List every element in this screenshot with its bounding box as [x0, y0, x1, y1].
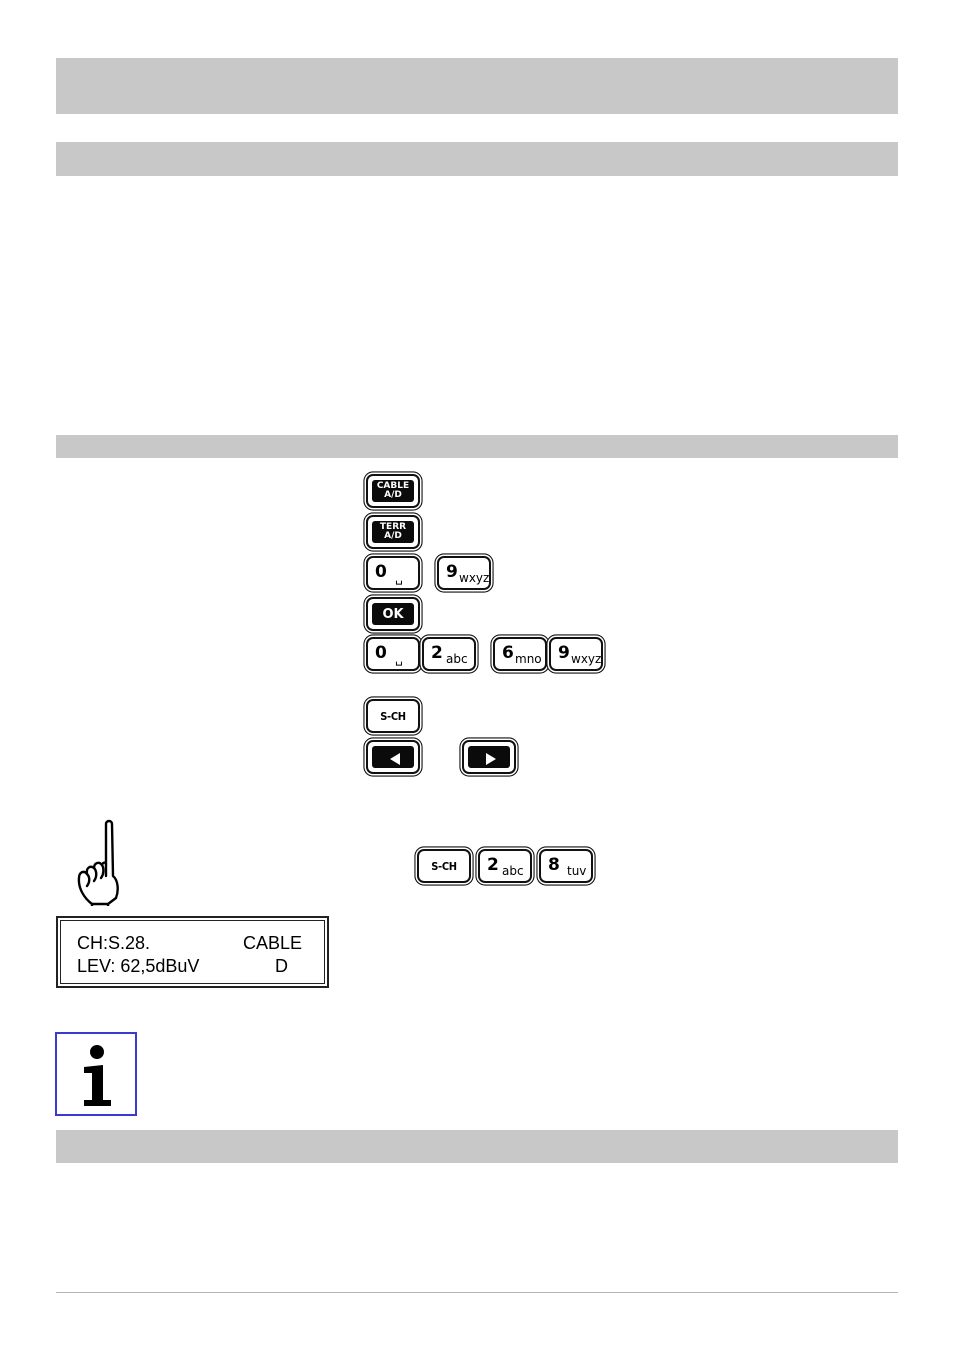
ok-key[interactable]: [366, 597, 420, 631]
lcd-level: LEV: 62,5dBuV: [77, 956, 200, 976]
lcd-mode: D: [275, 956, 288, 976]
key-0-b[interactable]: [366, 637, 420, 671]
s-ch-key[interactable]: [366, 699, 420, 733]
key-9[interactable]: [437, 556, 491, 590]
terr-key-line1: TERR: [379, 522, 407, 532]
section-bar-2: [56, 435, 898, 458]
key-2-b-sub: abc: [502, 864, 524, 878]
key-8-sub: tuv: [567, 864, 587, 878]
terr-key-line2: A/D: [384, 531, 402, 541]
right-arrow-key[interactable]: [462, 740, 516, 774]
cable-key-line2: A/D: [384, 490, 402, 500]
key-8[interactable]: [539, 849, 593, 883]
cable-ad-key[interactable]: [366, 474, 420, 508]
info-box: [55, 1032, 137, 1116]
header-bar: [56, 58, 898, 114]
cable-key-line1: CABLE: [376, 481, 410, 491]
ok-key-label: OK: [382, 606, 404, 622]
key-0-num: 0: [375, 562, 387, 582]
key-9-b-sub: wxyz: [571, 652, 602, 666]
key-9-b[interactable]: [549, 637, 603, 671]
s-ch-key-b[interactable]: [417, 849, 471, 883]
lcd-source: CABLE: [243, 933, 303, 953]
terr-ad-key[interactable]: [366, 515, 420, 549]
key-0[interactable]: [366, 556, 420, 590]
key-6-num: 6: [502, 643, 514, 663]
key-0-b-num: 0: [375, 643, 387, 663]
info-icon: [57, 1034, 135, 1114]
key-8-num: 8: [548, 855, 560, 875]
key-0-b-sub: ␣: [395, 652, 403, 666]
key-9-b-num: 9: [558, 643, 570, 663]
key-2-b-num: 2: [487, 855, 499, 875]
key-9-sub: wxyz: [459, 571, 490, 585]
section-bar-3: [56, 1130, 898, 1163]
s-ch-key-b-label: S-CH: [431, 859, 457, 873]
key-2[interactable]: [422, 637, 476, 671]
key-2-b[interactable]: [478, 849, 532, 883]
key-6[interactable]: [493, 637, 547, 671]
pointing-hand-icon: [72, 818, 132, 906]
lcd-display: [56, 916, 329, 988]
key-2-sub: abc: [446, 652, 468, 666]
right-arrow-icon: [468, 746, 514, 772]
key-9-num: 9: [446, 562, 458, 582]
lcd-channel: CH:S.28.: [77, 933, 151, 953]
s-ch-key-label: S-CH: [380, 709, 406, 723]
left-arrow-icon: [372, 746, 418, 772]
key-0-sub: ␣: [395, 571, 403, 585]
section-bar-1: [56, 142, 898, 176]
footer-rule: [56, 1292, 898, 1293]
key-6-sub: mno: [515, 652, 542, 666]
left-arrow-key[interactable]: [366, 740, 420, 774]
key-2-num: 2: [431, 643, 443, 663]
